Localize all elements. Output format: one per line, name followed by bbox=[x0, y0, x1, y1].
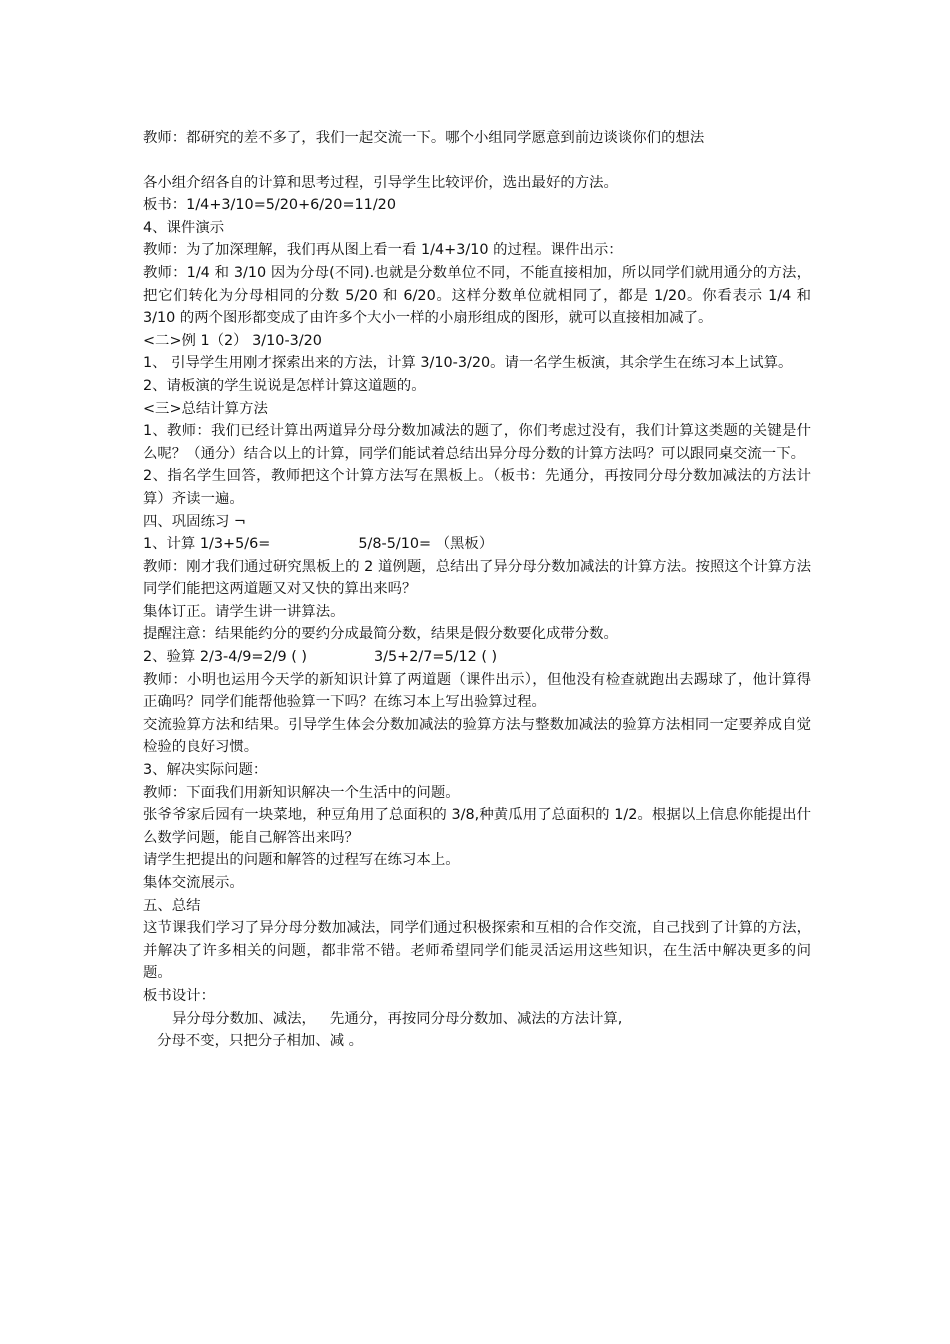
exercise-item: 1、计算 1/3+5/6= bbox=[143, 536, 271, 553]
board-note: 板书：1/4+3/10=5/20+6/20=11/20 bbox=[143, 197, 396, 214]
paragraph: 教师：为了加深理解，我们再从图上看一看 1/4+3/10 的过程。课件出示： bbox=[143, 242, 623, 259]
board-design-line bbox=[143, 1030, 811, 1053]
board-design-heading: 板书设计： bbox=[143, 987, 215, 1004]
board-design-line bbox=[143, 1008, 811, 1031]
exercise-item: 3/5+2/7=5/12 ( ) bbox=[374, 649, 498, 666]
paragraph: 请学生把提出的问题和解答的过程写在练习本上。 bbox=[143, 852, 460, 869]
paragraph: 教师：1/4 和 3/10 因为分母(不同).也就是分数单位不同，不能直接相加，所以同学们就用通分的方法，把它们转化为分母相同的分数 5/20 和 6/20。这样分数单位就相同了，都是 1/20。你看表示 1/4 和 3/10 的两个图形都变成了由许多个大小一样的小扇形组成的图形，就可以直接相加减了。 bbox=[143, 264, 811, 327]
board-design-item: 异分母分数加、减法， bbox=[172, 1010, 316, 1027]
exercise-line bbox=[143, 533, 811, 556]
exercise-item: 2、验算 2/3-4/9=2/9 ( ) bbox=[143, 649, 308, 666]
blank-line bbox=[143, 150, 811, 172]
paragraph: 1、 引导学生用刚才探索出来的方法，计算 3/10-3/20。请一名学生板演，其余学生在练习本上试算。 bbox=[143, 355, 793, 372]
paragraph: 提醒注意：结果能约分的要约分成最简分数，结果是假分数要化成带分数。 bbox=[143, 626, 618, 643]
paragraph: 2、请板演的学生说说是怎样计算这道题的。 bbox=[143, 377, 426, 394]
paragraph: 教师：下面我们用新知识解决一个生活中的问题。 bbox=[143, 784, 460, 801]
exercise-item: 5/8-5/10= （黑板） bbox=[358, 536, 494, 553]
section-heading: 四、巩固练习 ¬ bbox=[143, 513, 246, 530]
paragraph: 这节课我们学习了异分母分数加减法，同学们通过积极探索和互相的合作交流，自己找到了计算的方法，并解决了许多相关的问题，都非常不错。老师希望同学们能灵活运用这些知识，在生活中解决更多的问题。 bbox=[143, 920, 811, 982]
board-design-item: 先通分，再按同分母分数加、减法的方法计算, bbox=[329, 1010, 623, 1027]
paragraph: 集体交流展示。 bbox=[143, 875, 244, 891]
document-body bbox=[143, 127, 811, 1053]
exercise-line bbox=[143, 646, 811, 669]
paragraph: 张爷爷家后园有一块菜地，种豆角用了总面积的 3/8,种黄瓜用了总面积的 1/2。根据以上信息你能提出什么数学问题，能自己解答出来吗？ bbox=[143, 807, 811, 846]
section-heading: <三>总结计算方法 bbox=[143, 400, 268, 417]
paragraph: 集体订正。请学生讲一讲算法。 bbox=[143, 603, 345, 620]
paragraph: 教师：小明也运用今天学的新知识计算了两道题（课件出示），但他没有检查就跑出去踢球了，他计算得正确吗？同学们能帮他验算一下吗？在练习本上写出验算过程。 bbox=[143, 671, 811, 711]
paragraph: 1、教师：我们已经计算出两道异分母分数加减法的题了，你们考虑过没有，我们计算这类题的关键是什么呢？（通分）结合以上的计算，同学们能试着总结出异分母分数的计算方法吗？可以跟同桌交流一下。 bbox=[143, 423, 811, 462]
section-heading: 3、解决实际问题： bbox=[143, 762, 268, 779]
board-design-item: 分母不变，只把分子相加、减 。 bbox=[157, 1033, 364, 1050]
section-heading: 4、课件演示 bbox=[143, 219, 225, 236]
paragraph: 交流验算方法和结果。引导学生体会分数加减法的验算方法与整数加减法的验算方法相同一定要养成自觉检验的良好习惯。 bbox=[143, 716, 811, 756]
paragraph: 2、指名学生回答，教师把这个计算方法写在黑板上。（板书：先通分，再按同分母分数加减法的方法计算）齐读一遍。 bbox=[143, 468, 811, 507]
paragraph: 各小组介绍各自的计算和思考过程，引导学生比较评价，选出最好的方法。 bbox=[143, 174, 618, 191]
paragraph: 教师：都研究的差不多了，我们一起交流一下。哪个小组同学愿意到前边谈谈你们的想法 bbox=[143, 130, 705, 146]
section-heading: 五、总结 bbox=[143, 897, 201, 914]
example-heading: <二>例 1（2） 3/10-3/20 bbox=[143, 332, 322, 349]
paragraph: 教师：刚才我们通过研究黑板上的 2 道例题，总结出了异分母分数加减法的计算方法。按照这个计算方法同学们能把这两道题又对又快的算出来吗？ bbox=[143, 558, 811, 598]
